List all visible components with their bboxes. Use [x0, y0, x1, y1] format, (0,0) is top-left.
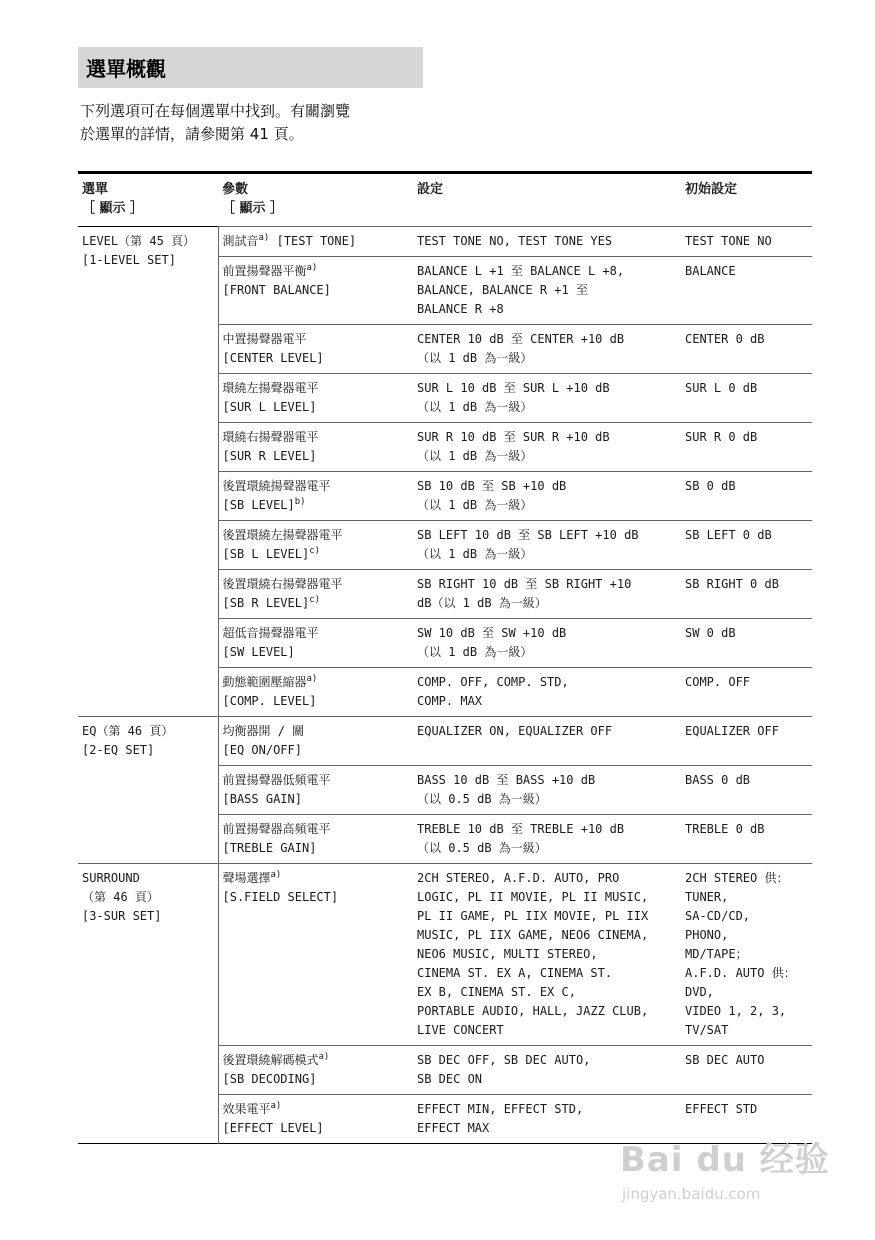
param-name — [223, 1100, 410, 1119]
setting-cell — [413, 1046, 681, 1095]
table-row — [78, 717, 812, 766]
default-cell — [681, 766, 812, 815]
default-cell — [681, 374, 812, 423]
param-label: 後置環繞左揚聲器電平 — [222, 528, 343, 542]
default-line: TV/SAT — [685, 1023, 729, 1037]
param-display-code — [223, 839, 410, 858]
table-header-row — [78, 173, 812, 227]
param-display-code — [223, 398, 410, 417]
param-display-code — [223, 594, 410, 613]
intro-line-1: 下列選項可在每個選單中找到。有關瀏覽 — [80, 102, 351, 120]
menu-cell — [78, 717, 218, 864]
setting-line: EFFECT MIN, EFFECT STD, — [417, 1102, 584, 1116]
param-code: [COMP. LEVEL] — [222, 694, 317, 708]
setting-line: PL II GAME, PL IIX MOVIE, PL IIX — [417, 909, 649, 923]
setting-cell — [413, 374, 681, 423]
default-line: 2CH STEREO 供： — [685, 871, 789, 885]
menu-label-line: LEVEL（第 45 頁） — [82, 234, 196, 248]
param-code: [SB R LEVEL] — [222, 596, 310, 610]
setting-cell — [413, 472, 681, 521]
header-setting: 設定 — [417, 182, 444, 197]
param-name — [223, 428, 410, 447]
param-name — [223, 379, 410, 398]
param-code: [CENTER LEVEL] — [222, 351, 324, 365]
setting-line: SB DEC OFF, SB DEC AUTO, — [417, 1053, 591, 1067]
param-label: 均衡器開 / 關 — [222, 724, 305, 738]
param-cell — [218, 1046, 413, 1095]
param-code: [TREBLE GAIN] — [222, 841, 317, 855]
param-label: 前置揚聲器低頻電平 — [222, 773, 331, 787]
footnote-mark: a) — [306, 263, 318, 273]
param-name — [223, 820, 410, 839]
param-display-code — [223, 496, 410, 515]
param-code: [FRONT BALANCE] — [222, 283, 331, 297]
setting-line: EX B, CINEMA ST. EX C, — [417, 985, 576, 999]
param-code: [EQ ON/OFF] — [222, 743, 302, 757]
default-line: A.F.D. AUTO 供： — [685, 966, 796, 980]
param-label: 環繞左揚聲器電平 — [222, 381, 319, 395]
param-display-code — [223, 545, 410, 564]
setting-cell — [413, 423, 681, 472]
default-cell — [681, 570, 812, 619]
setting-line: SUR R 10 dB 至 SUR R +10 dB — [417, 430, 610, 444]
default-cell — [681, 717, 812, 766]
footnote-mark: a) — [258, 233, 270, 243]
param-label: 動態範圍壓縮器 — [222, 675, 307, 689]
default-cell — [681, 325, 812, 374]
param-name — [223, 624, 410, 643]
setting-line: 2CH STEREO, A.F.D. AUTO, PRO — [417, 871, 620, 885]
param-code: [SUR R LEVEL] — [222, 449, 317, 463]
param-cell — [218, 374, 413, 423]
param-label: 環繞右揚聲器電平 — [222, 430, 319, 444]
param-display-code — [223, 1070, 410, 1089]
setting-line: BALANCE, BALANCE R +1 至 — [417, 283, 588, 297]
param-code: [SB DECODING] — [222, 1072, 317, 1086]
default-line: TEST TONE NO — [685, 234, 772, 248]
footnote-mark: b) — [294, 497, 306, 507]
menu-label-line: [2-EQ SET] — [82, 743, 155, 757]
setting-cell — [413, 227, 681, 257]
default-cell — [681, 472, 812, 521]
setting-cell — [413, 619, 681, 668]
param-display-code — [223, 643, 410, 662]
setting-line: TREBLE 10 dB 至 TREBLE +10 dB — [417, 822, 625, 836]
param-name — [223, 477, 410, 496]
default-cell — [681, 864, 812, 1046]
intro-line-2: 於選單的詳情，請參閱第 41 頁。 — [80, 125, 304, 143]
param-display-code — [223, 281, 410, 300]
menu-cell — [78, 864, 218, 1144]
default-line: DVD, — [685, 985, 714, 999]
param-label: 超低音揚聲器電平 — [222, 626, 319, 640]
param-display-code — [223, 692, 410, 711]
setting-line: EQUALIZER ON, EQUALIZER OFF — [417, 724, 613, 738]
default-cell — [681, 668, 812, 717]
setting-line: SUR L 10 dB 至 SUR L +10 dB — [417, 381, 610, 395]
setting-cell — [413, 766, 681, 815]
param-name — [223, 234, 270, 248]
default-line: SA-CD/CD, — [685, 909, 751, 923]
default-line: CENTER 0 dB — [685, 332, 765, 346]
default-line: SB LEFT 0 dB — [685, 528, 772, 542]
menu-label-line: SURROUND — [82, 871, 140, 885]
setting-line: （以 0.5 dB 為一級） — [417, 792, 547, 806]
param-code: [SB LEVEL] — [222, 498, 295, 512]
param-code: [S.FIELD SELECT] — [222, 890, 339, 904]
setting-cell — [413, 257, 681, 325]
param-code: [BASS GAIN] — [222, 792, 302, 806]
setting-line: （以 1 dB 為一級） — [417, 498, 533, 512]
param-name — [223, 1051, 410, 1070]
param-label: 前置揚聲器高頻電平 — [222, 822, 331, 836]
setting-line: SB DEC ON — [417, 1072, 483, 1086]
default-line: SB RIGHT 0 dB — [685, 577, 779, 591]
param-cell — [218, 423, 413, 472]
default-cell — [681, 815, 812, 864]
header-menu: 選單 ［ 顯示 ］ — [82, 182, 144, 216]
setting-line: SB LEFT 10 dB 至 SB LEFT +10 dB — [417, 528, 639, 542]
default-line: TUNER, — [685, 890, 729, 904]
setting-line: （以 0.5 dB 為一級） — [417, 841, 547, 855]
setting-line: NEO6 MUSIC, MULTI STEREO, — [417, 947, 598, 961]
setting-cell — [413, 864, 681, 1046]
setting-line: LOGIC, PL II MOVIE, PL II MUSIC, — [417, 890, 649, 904]
default-cell — [681, 1046, 812, 1095]
param-cell — [218, 717, 413, 766]
param-name — [223, 673, 410, 692]
param-name — [223, 722, 410, 741]
param-label: 後置環繞揚聲器電平 — [222, 479, 331, 493]
footnote-mark: a) — [270, 1101, 282, 1111]
setting-cell — [413, 521, 681, 570]
param-label: 後置環繞右揚聲器電平 — [222, 577, 343, 591]
intro-paragraph — [80, 100, 430, 146]
param-label: 前置揚聲器平衡 — [222, 264, 307, 278]
param-cell — [218, 766, 413, 815]
param-name — [223, 262, 410, 281]
param-cell — [218, 668, 413, 717]
setting-line: （以 1 dB 為一級） — [417, 400, 533, 414]
default-line: TREBLE 0 dB — [685, 822, 765, 836]
param-cell — [218, 864, 413, 1046]
setting-line: SB RIGHT 10 dB 至 SB RIGHT +10 — [417, 577, 632, 591]
setting-cell — [413, 668, 681, 717]
param-display-code — [223, 888, 410, 907]
param-cell — [218, 325, 413, 374]
param-code: [TEST TONE] — [276, 234, 357, 248]
setting-line: CINEMA ST. EX A, CINEMA ST. — [417, 966, 613, 980]
param-name — [223, 330, 410, 349]
setting-line: CENTER 10 dB 至 CENTER +10 dB — [417, 332, 625, 346]
param-code: [EFFECT LEVEL] — [222, 1121, 324, 1135]
param-label: 聲場選擇 — [222, 871, 271, 885]
footnote-mark: c) — [309, 546, 321, 556]
default-line: BASS 0 dB — [685, 773, 751, 787]
header-default: 初始設定 — [685, 182, 738, 197]
menu-overview-table — [78, 171, 812, 1144]
setting-line: SW 10 dB 至 SW +10 dB — [417, 626, 567, 640]
param-label: 中置揚聲器電平 — [222, 332, 307, 346]
default-line: SB 0 dB — [685, 479, 736, 493]
footnote-mark: a) — [318, 1052, 330, 1062]
param-name — [223, 575, 410, 594]
setting-line: （以 1 dB 為一級） — [417, 449, 533, 463]
param-cell — [218, 521, 413, 570]
menu-label-line: （第 46 頁） — [82, 890, 159, 904]
setting-line: BALANCE R +8 — [417, 302, 504, 316]
param-display-code — [223, 349, 410, 368]
param-cell — [218, 472, 413, 521]
param-label: 效果電平 — [222, 1102, 271, 1116]
footnote-mark: a) — [270, 870, 282, 880]
default-cell — [681, 227, 812, 257]
default-line: EFFECT STD — [685, 1102, 758, 1116]
param-cell — [218, 257, 413, 325]
menu-label-line: [1-LEVEL SET] — [82, 253, 176, 267]
setting-line: （以 1 dB 為一級） — [417, 645, 533, 659]
default-cell — [681, 257, 812, 325]
param-display-code — [223, 790, 410, 809]
default-cell — [681, 619, 812, 668]
param-cell — [218, 1095, 413, 1144]
default-line: EQUALIZER OFF — [685, 724, 779, 738]
param-cell — [218, 570, 413, 619]
setting-cell — [413, 815, 681, 864]
page-title: 選單概觀 — [78, 47, 423, 88]
setting-line: PORTABLE AUDIO, HALL, JAZZ CLUB, — [417, 1004, 649, 1018]
param-cell — [218, 619, 413, 668]
param-code: [SB L LEVEL] — [222, 547, 310, 561]
default-line: PHONO, — [685, 928, 729, 942]
table-row — [78, 864, 812, 1046]
param-code: [SUR L LEVEL] — [222, 400, 317, 414]
setting-cell — [413, 570, 681, 619]
table-row — [78, 227, 812, 257]
param-display-code — [223, 1119, 410, 1138]
default-line: SB DEC AUTO — [685, 1053, 765, 1067]
setting-line: （以 1 dB 為一級） — [417, 547, 533, 561]
setting-line: COMP. MAX — [417, 694, 483, 708]
default-cell — [681, 521, 812, 570]
param-cell — [218, 227, 413, 257]
setting-cell — [413, 717, 681, 766]
param-name — [223, 869, 410, 888]
baidu-watermark — [620, 1132, 860, 1222]
setting-line: dB（以 1 dB 為一級） — [417, 596, 547, 610]
param-display-code — [223, 447, 410, 466]
default-line: SW 0 dB — [685, 626, 736, 640]
setting-line: TEST TONE NO, TEST TONE YES — [417, 234, 613, 248]
param-label: 測試音 — [222, 234, 259, 248]
param-name — [223, 526, 410, 545]
setting-line: MUSIC, PL IIX GAME, NEO6 CINEMA, — [417, 928, 649, 942]
header-param: 參數 ［ 顯示 ］ — [222, 182, 284, 216]
setting-line: LIVE CONCERT — [417, 1023, 504, 1037]
setting-line: COMP. OFF, COMP. STD, — [417, 675, 569, 689]
setting-cell — [413, 325, 681, 374]
param-code: [SW LEVEL] — [222, 645, 295, 659]
default-line: MD/TAPE； — [685, 947, 748, 961]
param-label: 後置環繞解碼模式 — [222, 1053, 319, 1067]
setting-line: BASS 10 dB 至 BASS +10 dB — [417, 773, 596, 787]
default-line: BALANCE — [685, 264, 736, 278]
param-display-code — [223, 741, 410, 760]
watermark-url: jingyan.baidu.com — [622, 1185, 761, 1203]
param-display-code — [277, 234, 356, 248]
default-line: SUR R 0 dB — [685, 430, 758, 444]
menu-cell — [78, 227, 218, 717]
param-name — [223, 771, 410, 790]
menu-label-line: EQ（第 46 頁） — [82, 724, 174, 738]
setting-line: BALANCE L +1 至 BALANCE L +8, — [417, 264, 625, 278]
menu-label-line: [3-SUR SET] — [82, 909, 162, 923]
footnote-mark: a) — [306, 674, 318, 684]
setting-line: EFFECT MAX — [417, 1121, 490, 1135]
footnote-mark: c) — [309, 595, 321, 605]
setting-line: （以 1 dB 為一級） — [417, 351, 533, 365]
default-line: VIDEO 1, 2, 3, — [685, 1004, 787, 1018]
default-line: SUR L 0 dB — [685, 381, 758, 395]
setting-line: SB 10 dB 至 SB +10 dB — [417, 479, 567, 493]
watermark-logo: Bai du 经验 — [620, 1140, 830, 1180]
default-cell — [681, 423, 812, 472]
param-cell — [218, 815, 413, 864]
default-line: COMP. OFF — [685, 675, 751, 689]
